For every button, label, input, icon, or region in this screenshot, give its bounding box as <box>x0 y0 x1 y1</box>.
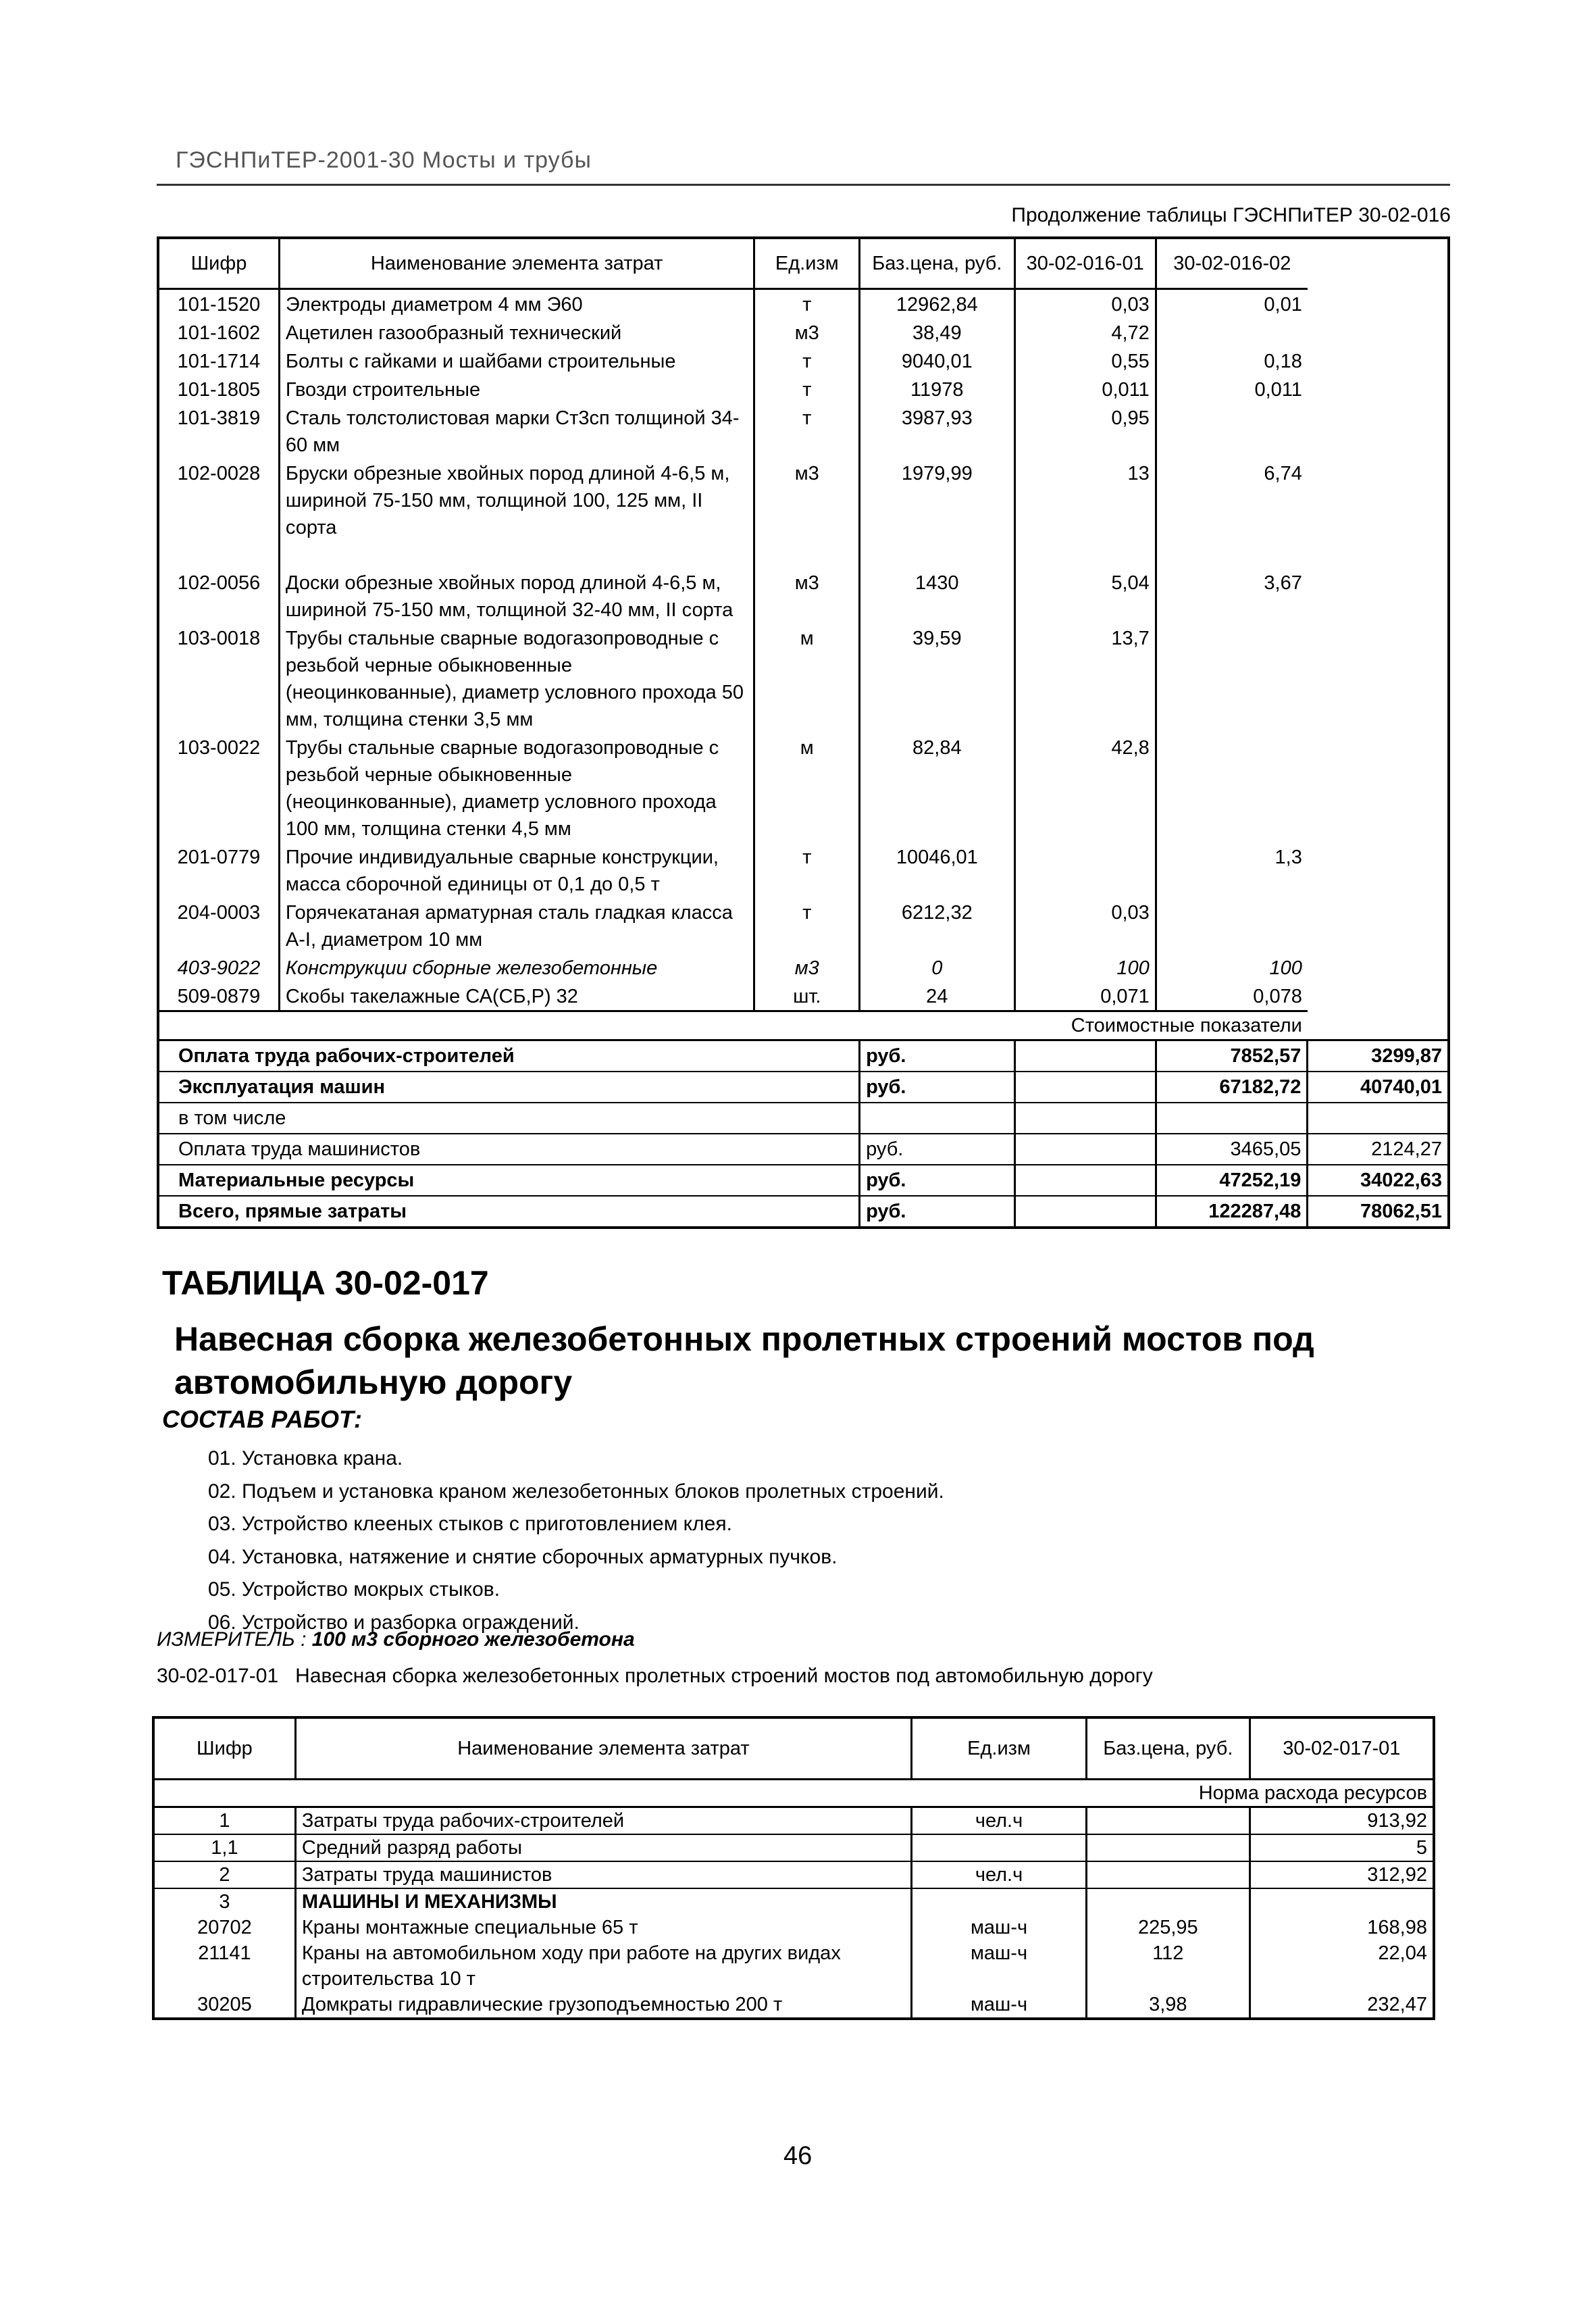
col-header-unit: Ед.изм <box>754 238 860 289</box>
cell-name: Болты с гайками и шайбами строительные <box>279 347 754 375</box>
col-header-code: Шифр <box>153 1717 295 1780</box>
cell-price <box>1087 1888 1250 1915</box>
cell-unit: т <box>754 347 860 375</box>
cell-value: 312,92 <box>1250 1861 1434 1888</box>
cell-price: 225,95 <box>1087 1915 1250 1940</box>
cell-name: Скобы такелажные СА(СБ,Р) 32 <box>279 982 754 1011</box>
list-item: 03. Устройство клееных стыков с приготовлением клея. <box>208 1513 732 1536</box>
cell-value-2 <box>1156 733 1308 842</box>
resource-table-30-02-016 <box>157 236 1450 1229</box>
summary-unit <box>860 1103 1014 1134</box>
cell-unit: чел.ч <box>912 1861 1087 1888</box>
norm-header: Норма расхода ресурсов <box>153 1780 1434 1807</box>
norm-code-line <box>157 1665 1153 1688</box>
cell-unit: маш-ч <box>912 1915 1087 1940</box>
cell-price: 112 <box>1087 1940 1250 1992</box>
cell-name: Ацетилен газообразный технический <box>279 318 754 347</box>
cell-value-2: 0,078 <box>1253 986 1302 1007</box>
works-list <box>208 1442 944 1640</box>
cell-value-2: 6,74 <box>1264 463 1302 484</box>
cell-code: 101-3819 <box>158 403 279 459</box>
list-item: 04. Установка, натяжение и снятие сборочных арматурных пучков. <box>208 1545 838 1568</box>
cell-unit: м3 <box>754 459 860 541</box>
cell-value-1: 4,72 <box>1014 318 1156 347</box>
cell-code: 204-0003 <box>158 898 279 953</box>
norm-code: 30-02-017-01 <box>157 1665 279 1687</box>
cell-name: Средний разряд работы <box>295 1834 911 1861</box>
cell-unit: т <box>754 898 860 953</box>
section-title: ТАБЛИЦА 30-02-017 <box>162 1264 489 1302</box>
page-header: ГЭСНПиТЕР-2001-30 Мосты и трубы <box>176 147 592 173</box>
cell-unit <box>912 1834 1087 1861</box>
summary-price <box>1014 1103 1156 1134</box>
summary-unit: руб. <box>860 1040 1014 1072</box>
summary-row <box>158 1165 1449 1196</box>
cell-value-1: 42,8 <box>1014 733 1156 842</box>
table-row <box>153 1940 1434 1992</box>
cell-name: Конструкции сборные железобетонные <box>279 953 754 982</box>
cell-value: 22,04 <box>1378 1942 1427 1964</box>
cell-value-2 <box>1156 318 1308 347</box>
cell-name: Домкраты гидравлические грузоподъемностью 200 т <box>295 1992 911 2019</box>
summary-label: в том числе <box>158 1103 860 1134</box>
table-row <box>153 1807 1434 1835</box>
col-header-code: Шифр <box>158 238 279 289</box>
table-row <box>158 318 1449 347</box>
cell-price: 38,49 <box>860 318 1014 347</box>
cell-value-1: 100 <box>1014 953 1156 982</box>
summary-unit: руб. <box>860 1072 1014 1103</box>
summary-value-2: 40740,01 <box>1308 1072 1449 1103</box>
table-row <box>158 347 1449 375</box>
cell-value-1: 0,03 <box>1014 289 1156 319</box>
summary-price <box>1014 1165 1156 1196</box>
cell-value-1: 0,071 <box>1014 982 1156 1011</box>
col-header-name: Наименование элемента затрат <box>279 238 754 289</box>
cell-price <box>1087 1834 1250 1861</box>
cell-name: Сталь толстолистовая марки Ст3сп толщиной 34-60 мм <box>279 403 754 459</box>
cell-price <box>1087 1861 1250 1888</box>
cell-code: 1 <box>153 1807 295 1835</box>
cell-code: 101-1714 <box>158 347 279 375</box>
cell-value-1: 13 <box>1014 459 1156 541</box>
cell-code: 3 <box>153 1888 295 1915</box>
composition-label: СОСТАВ РАБОТ: <box>162 1405 362 1433</box>
cell-price: 1979,99 <box>860 459 1014 541</box>
section-subtitle: Навесная сборка железобетонных пролетных строений мостов под автомобильную дорогу <box>174 1320 1314 1401</box>
summary-value-1: 47252,19 <box>1156 1165 1308 1196</box>
cell-unit: т <box>754 842 860 898</box>
cell-value-2 <box>1156 624 1308 733</box>
summary-row <box>158 1040 1449 1072</box>
cell-name: Бруски обрезные хвойных пород длиной 4-6,5 м, шириной 75-150 мм, толщиной 100, 125 мм, II сорта <box>279 459 754 541</box>
cell-unit: м3 <box>754 318 860 347</box>
cell-code: 101-1602 <box>158 318 279 347</box>
cell-code: 2 <box>153 1861 295 1888</box>
cell-unit: м3 <box>754 541 860 624</box>
summary-row <box>158 1072 1449 1103</box>
summary-row <box>158 1134 1449 1165</box>
summary-label: Оплата труда машинистов <box>158 1134 860 1165</box>
resource-table-30-02-017 <box>152 1716 1435 2020</box>
cell-price: 3987,93 <box>860 403 1014 459</box>
cell-code: 20702 <box>153 1915 295 1940</box>
cost-header: Стоимостные показатели <box>158 1011 1308 1040</box>
header-divider <box>157 184 1450 186</box>
meter-value: 100 м3 сборного железобетона <box>311 1628 635 1651</box>
cell-price: 1430 <box>860 541 1014 624</box>
list-item: 06. Устройство и разборка ограждений. <box>208 1611 580 1634</box>
summary-value-1: 122287,48 <box>1156 1196 1308 1228</box>
summary-unit: руб. <box>860 1165 1014 1196</box>
cell-name: Затраты труда рабочих-строителей <box>295 1807 911 1835</box>
summary-value-2: 2124,27 <box>1308 1134 1449 1165</box>
cell-name: Горячекатаная арматурная сталь гладкая класса А-I, диаметром 10 мм <box>279 898 754 953</box>
table-row <box>158 375 1449 403</box>
cell-value-2: 1,3 <box>1275 847 1302 868</box>
summary-label: Материальные ресурсы <box>158 1165 860 1196</box>
cell-code: 102-0028 <box>158 459 279 541</box>
col-header-price: Баз.цена, руб. <box>1087 1717 1250 1780</box>
summary-price <box>1014 1072 1156 1103</box>
col-header-unit: Ед.изм <box>912 1717 1087 1780</box>
cell-code: 101-1520 <box>158 289 279 319</box>
list-item: 02. Подъем и установка краном железобетонных блоков пролетных строений. <box>208 1480 944 1503</box>
cell-unit: чел.ч <box>912 1807 1087 1835</box>
table-row <box>158 289 1449 319</box>
col-header-016-01: 30-02-016-01 <box>1014 238 1156 289</box>
summary-unit: руб. <box>860 1196 1014 1228</box>
cost-header-row <box>158 1011 1449 1040</box>
table-row <box>153 1915 1434 1940</box>
cell-code: 30205 <box>153 1992 295 2019</box>
cell-name: Трубы стальные сварные водогазопроводные с резьбой черные обыкновенные (неоцинкованные), диаметр условного прохода 50 мм, толщина стенки 3,5 мм <box>279 624 754 733</box>
summary-value-1: 7852,57 <box>1156 1040 1308 1072</box>
cell-price: 3,98 <box>1087 1992 1250 2019</box>
cell-price: 0 <box>860 953 1014 982</box>
cell-price <box>1087 1807 1250 1835</box>
cell-value: 913,92 <box>1367 1810 1427 1832</box>
cell-price: 12962,84 <box>860 289 1014 319</box>
summary-value-2: 3299,87 <box>1308 1040 1449 1072</box>
norm-description: Навесная сборка железобетонных пролетных строений мостов под автомобильную дорогу <box>295 1665 1153 1687</box>
table-row <box>158 624 1449 733</box>
table1-header-row <box>158 238 1449 289</box>
cell-price: 6212,32 <box>860 898 1014 953</box>
cell-code: 103-0022 <box>158 733 279 842</box>
cell-code: 509-0879 <box>158 982 279 1011</box>
table-row <box>153 1834 1434 1861</box>
cell-unit: м <box>754 624 860 733</box>
cell-unit: т <box>754 375 860 403</box>
summary-label: Эксплуатация машин <box>158 1072 860 1103</box>
meter-label: ИЗМЕРИТЕЛЬ : <box>157 1628 307 1651</box>
cell-value-1 <box>1014 842 1156 898</box>
col-header-price: Баз.цена, руб. <box>860 238 1014 289</box>
table-row <box>153 1861 1434 1888</box>
summary-value-2: 34022,63 <box>1308 1165 1449 1196</box>
summary-row <box>158 1103 1449 1134</box>
summary-value-1: 67182,72 <box>1156 1072 1308 1103</box>
cell-value-1: 0,03 <box>1014 898 1156 953</box>
col-header-name: Наименование элемента затрат <box>295 1717 911 1780</box>
cell-name: Доски обрезные хвойных пород длиной 4-6,5 м, шириной 75-150 мм, толщиной 32-40 мм, II сорта <box>279 541 754 624</box>
cell-name: Гвозди строительные <box>279 375 754 403</box>
cell-unit <box>912 1888 1087 1915</box>
cell-name: МАШИНЫ И МЕХАНИЗМЫ <box>295 1888 911 1915</box>
table-row <box>158 898 1449 953</box>
cell-value-1: 13,7 <box>1014 624 1156 733</box>
cell-name: Прочие индивидуальные сварные конструкции, масса сборочной единицы от 0,1 до 0,5 т <box>279 842 754 898</box>
cell-code: 201-0779 <box>158 842 279 898</box>
cell-unit: маш-ч <box>912 1992 1087 2019</box>
cell-value-1: 0,95 <box>1014 403 1156 459</box>
summary-price <box>1014 1196 1156 1228</box>
summary-unit: руб. <box>860 1134 1014 1165</box>
cell-value-2: 3,67 <box>1264 572 1302 594</box>
cell-name: Краны монтажные специальные 65 т <box>295 1915 911 1940</box>
cell-code: 103-0018 <box>158 624 279 733</box>
summary-label: Оплата труда рабочих-строителей <box>158 1040 860 1072</box>
cell-value-1: 0,011 <box>1014 375 1156 403</box>
cell-value-1: 0,55 <box>1014 347 1156 375</box>
cell-unit: шт. <box>754 982 860 1011</box>
summary-value-2 <box>1308 1103 1449 1134</box>
table-row <box>158 982 1449 1011</box>
cell-code: 403-9022 <box>158 953 279 982</box>
cell-value: 168,98 <box>1367 1917 1427 1938</box>
summary-label: Всего, прямые затраты <box>158 1196 860 1228</box>
cell-code: 101-1805 <box>158 375 279 403</box>
cell-name: Электроды диаметром 4 мм Э60 <box>279 289 754 319</box>
page-number: 46 <box>783 2142 813 2170</box>
cell-value-2 <box>1156 898 1308 953</box>
cell-unit: т <box>754 289 860 319</box>
list-item: 01. Установка крана. <box>208 1447 403 1469</box>
cell-value-2: 0,011 <box>1254 379 1302 401</box>
table-row <box>158 403 1449 459</box>
cell-code: 102-0056 <box>158 541 279 624</box>
table-row <box>158 953 1449 982</box>
table-row <box>158 733 1449 842</box>
cell-value: 232,47 <box>1367 1994 1427 2015</box>
meter-line <box>157 1628 635 1651</box>
summary-row <box>158 1196 1449 1228</box>
col-header-016-02: 30-02-016-02 <box>1156 238 1308 289</box>
summary-value-2: 78062,51 <box>1308 1196 1449 1228</box>
cell-unit: т <box>754 403 860 459</box>
cell-code: 1,1 <box>153 1834 295 1861</box>
cell-value-2: 0,18 <box>1264 351 1302 372</box>
summary-value-1: 3465,05 <box>1156 1134 1308 1165</box>
table1-caption: Продолжение таблицы ГЭСНПиТЕР 30-02-016 <box>1011 204 1451 226</box>
cell-value-2: 100 <box>1269 957 1302 979</box>
cell-price: 82,84 <box>860 733 1014 842</box>
table-row <box>158 842 1449 898</box>
list-item: 05. Устройство мокрых стыков. <box>208 1578 500 1601</box>
cell-name: Трубы стальные сварные водогазопроводные с резьбой черные обыкновенные (неоцинкованные), диаметр условного прохода 100 мм, толщина стенки 4,5 мм <box>279 733 754 842</box>
cell-price: 9040,01 <box>860 347 1014 375</box>
cell-unit: м3 <box>754 953 860 982</box>
summary-value-1 <box>1156 1103 1308 1134</box>
table-row <box>158 459 1449 541</box>
table-row <box>153 1992 1434 2019</box>
cell-value <box>1250 1888 1434 1915</box>
cell-name: Затраты труда машинистов <box>295 1861 911 1888</box>
table-row <box>153 1888 1434 1915</box>
cell-unit: м <box>754 733 860 842</box>
cell-name: Краны на автомобильном ходу при работе на других видах строительства 10 т <box>295 1940 911 1992</box>
summary-price <box>1014 1134 1156 1165</box>
cell-price: 10046,01 <box>860 842 1014 898</box>
table-row <box>158 541 1449 624</box>
cell-value-2 <box>1156 403 1308 459</box>
col-header-017-01: 30-02-017-01 <box>1250 1717 1434 1780</box>
cell-price: 24 <box>860 982 1014 1011</box>
norm-header-row <box>153 1780 1434 1807</box>
cell-unit: маш-ч <box>912 1940 1087 1992</box>
cell-value-2: 0,01 <box>1264 294 1302 316</box>
cell-price: 39,59 <box>860 624 1014 733</box>
summary-price <box>1014 1040 1156 1072</box>
cell-value: 5 <box>1250 1834 1434 1861</box>
cell-code: 21141 <box>153 1940 295 1992</box>
cell-price: 11978 <box>860 375 1014 403</box>
cell-value-1: 5,04 <box>1014 541 1156 624</box>
table2-header-row <box>153 1717 1434 1780</box>
